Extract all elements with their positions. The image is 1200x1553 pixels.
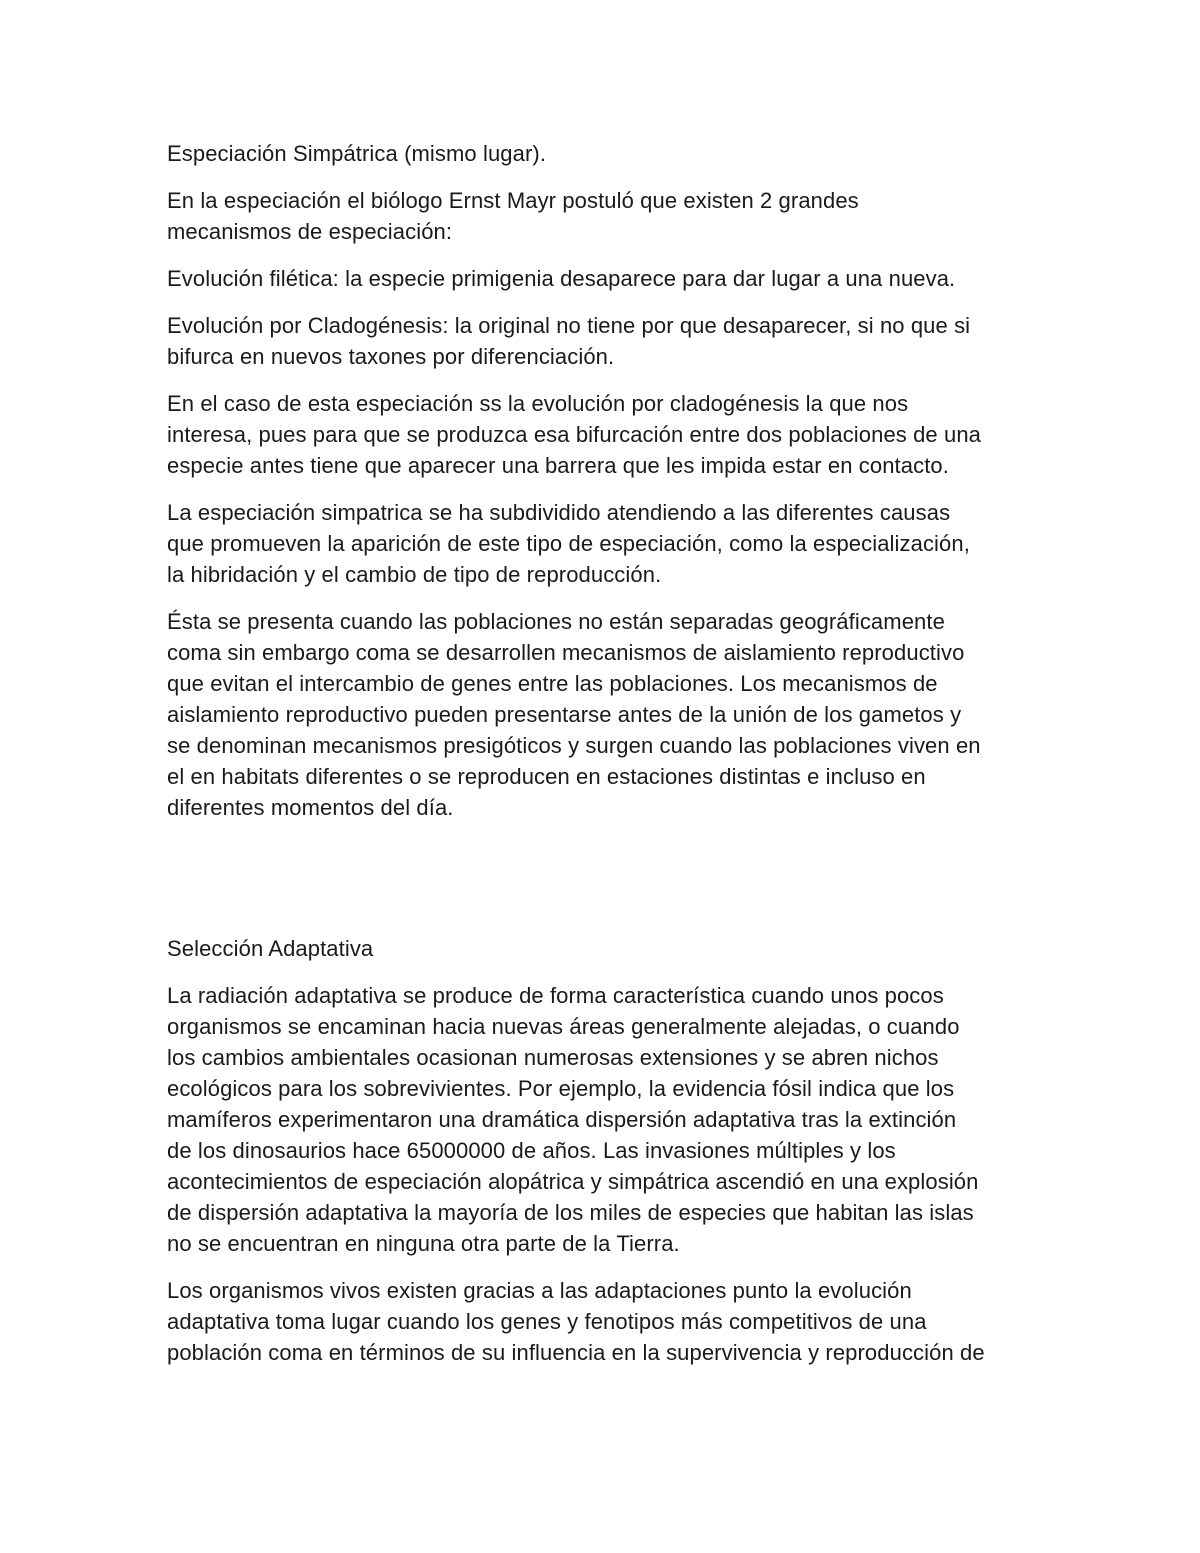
paragraph: En la especiación el biólogo Ernst Mayr postuló que existen 2 grandes mecanismos de especiación:	[167, 188, 859, 244]
paragraph: La especiación simpatrica se ha subdividido atendiendo a las diferentes causas que promueven la aparición de este tipo de especiación, como la especialización, la hibridación y el cambio de tipo de reproducción.	[167, 500, 970, 587]
paragraph: Evolución por Cladogénesis: la original no tiene por que desaparecer, si no que si bifurca en nuevos taxones por diferenciación.	[167, 313, 971, 369]
document-body	[167, 138, 1047, 1384]
paragraph: Los organismos vivos existen gracias a las adaptaciones punto la evolución adaptativa toma lugar cuando los genes y fenotipos más competitivos de una población coma en términos de su influencia en la supervivencia y reproducción de	[167, 1278, 985, 1365]
section-title-seleccion-adaptativa: Selección Adaptativa	[167, 936, 374, 961]
section-title-especiacion-simpatrica: Especiación Simpátrica (mismo lugar).	[167, 141, 547, 166]
paragraph: La radiación adaptativa se produce de forma característica cuando unos pocos organismos se encaminan hacia nuevas áreas generalmente alejadas, o cuando los cambios ambientales ocasionan numerosas extensiones y se abren nichos ecológicos para los sobrevivientes. Por ejemplo, la evidencia fósil indica que los mamíferos experimentaron una dramática dispersión adaptativa tras la extinción de los dinosaurios hace 65000000 de años. Las invasiones múltiples y los acontecimientos de especiación alopátrica y simpátrica ascendió en una explosión de dispersión adaptativa la mayoría de los miles de especies que habitan las islas no se encuentran en ninguna otra parte de la Tierra.	[167, 983, 979, 1256]
paragraph: En el caso de esta especiación ss la evolución por cladogénesis la que nos interesa, pues para que se produzca esa bifurcación entre dos poblaciones de una especie antes tiene que aparecer una barrera que les impida estar en contacto.	[167, 391, 981, 478]
paragraph: Evolución filética: la especie primigenia desaparece para dar lugar a una nueva.	[167, 266, 956, 291]
paragraph: Ésta se presenta cuando las poblaciones no están separadas geográficamente coma sin embargo coma se desarrollen mecanismos de aislamiento reproductivo que evitan el intercambio de genes entre las poblaciones. Los mecanismos de aislamiento reproductivo pueden presentarse antes de la unión de los gametos y se denominan mecanismos presigóticos y surgen cuando las poblaciones viven en el en habitats diferentes o se reproducen en estaciones distintas e incluso en diferentes momentos del día.	[167, 609, 981, 820]
section-spacer	[167, 839, 1047, 933]
